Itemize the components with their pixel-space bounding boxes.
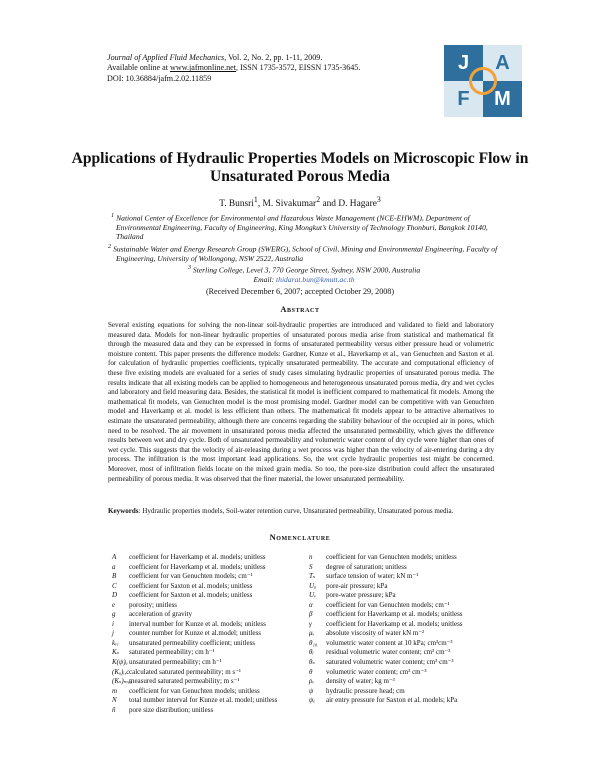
nomenclature-symbol: D (112, 591, 118, 600)
nomenclature-heading: Nomenclature (269, 533, 331, 542)
nomenclature-definition: saturated permeability; cm h⁻¹ (129, 648, 215, 657)
nomenclature-symbol: (Kᵤ)ᵢ,c (112, 667, 130, 676)
nomenclature-entry (112, 582, 307, 592)
nomenclature-symbol: a (112, 562, 116, 571)
nomenclature-entry (309, 629, 514, 639)
nomenclature-entry (112, 629, 307, 639)
nomenclature-definition: coefficient for Haverkamp et al. models; unitless (326, 619, 463, 628)
nomenclature-symbol: γ (309, 619, 312, 628)
nomenclature-entry (112, 553, 307, 563)
nomenclature-definition: coefficient for Saxton et al. models; unitless (129, 581, 253, 590)
nomenclature-entry (309, 582, 514, 592)
nomenclature-symbol: Uₐ (309, 581, 317, 590)
affiliation (108, 211, 500, 242)
nomenclature-entry (309, 553, 514, 563)
logo-letter-f: F (444, 81, 483, 117)
nomenclature-symbol: A (112, 553, 117, 561)
nomenclature-definition: volumetric water content at 10 kPa; cm³cm⁻³ (326, 638, 453, 647)
affiliation-sup: 1 (111, 212, 115, 219)
abstract-body: Several existing equations for solving the non-linear soil-hydraulic properties are introduced and validated to field and laboratory measured data. Models for non-linear hydraulic properties of unsaturated porous media arise from statistical and mathematical fit through the measured data and they can be expressed in forms of unsaturated permeability versus either pressure head or volumetric moisture content. This paper presents the difference models: Gardner, Kunze et al., Haverkamp et al., van Genuchten and Saxton et al. for calculation of hydraulic properties coefficients, typically unsaturated permeability. The accurate and computational efficiency of these five existing models are evaluated for a series of study cases simulating hydraulic properties of unsaturated porous media. The results indicate that all existing models can be applied to homogeneous and heterogeneous unsaturated porous media, dry and wet cycles and laboratory and field measuring data. Besides, the statistical fit model is inefficient compared to mathematical fit models. Among the mathematical fit models, van Genuchten model is the most promising model. Gardner model can be competitive with van Genuchten model and Haverkamp et al. model is less efficient than others. The mathematical fit models appear to be attractive alternatives to estimate the unsaturated permeability, although there are concerns regarding the stability behaviour of the occupied air in pores, which need to be resolved. The air movement in unsaturated porous media affected the unsaturated permeability, which gives the difference results between wet and dry cycle. Both of unsaturated permeability and volumetric water content of dry cycle were higher than ones of wet cycle. This suggests that the velocity of air-releasing during a wet process was higher than the velocity of air-entering during a dry process. The infiltration is the most important lead applications. So, the wet cycle hydraulic properties test might be concerned. Moreover, most of infiltration fields locate on the mixed grain media. So too, the pore-size distribution could affect the unsaturated permeability of porous media. It was observed that the finer material, the lower unsaturated permeability. (108, 321, 494, 483)
paper-title: Applications of Hydraulic Properties Models on Microscopic Flow in Unsaturated Porous Media (71, 150, 529, 185)
nomenclature-symbol: j (112, 629, 114, 638)
nomenclature-symbol: Tₛ (309, 572, 316, 581)
nomenclature-definition: counter number for Kunze et al.model; unitless (129, 629, 261, 638)
email-label: Email: (253, 275, 277, 285)
nomenclature-entry (112, 610, 307, 620)
nomenclature-definition: residual volumetric water content; cm³ cm⁻³ (326, 648, 451, 657)
keywords-text: : Hydraulic properties models, Soil-water retention curve, Unsaturated permeability, Unsaturated porous media. (138, 507, 454, 515)
nomenclature-entry (112, 677, 307, 687)
logo-letter-j: J (444, 45, 483, 81)
nomenclature-symbol: θᵣ (309, 648, 315, 657)
nomenclature-left-column (112, 553, 307, 715)
author-name: M. Sivakumar (262, 199, 317, 210)
journal-availability-line (107, 63, 360, 73)
nomenclature-definition: unsaturated permeability coefficient; unitless (129, 638, 256, 647)
affiliations (108, 211, 500, 284)
nomenclature-entry (309, 658, 514, 668)
nomenclature-symbol: n (309, 553, 313, 561)
nomenclature-definition: coefficient for van Genuchten models; cm⁻¹ (129, 572, 253, 581)
author-sup: 2 (316, 195, 321, 204)
nomenclature-entry (309, 572, 514, 582)
nomenclature-entry (309, 687, 514, 697)
author-separator: , (257, 199, 263, 210)
nomenclature-entry (309, 668, 514, 678)
journal-issn: , ISSN 1735-3572, EISSN 1735-3645. (236, 63, 361, 73)
journal-website-link[interactable]: www.jafmonline.net (170, 63, 237, 73)
nomenclature-symbol: B (112, 572, 117, 581)
keywords-label: Keywords (108, 507, 139, 515)
nomenclature-definition: acceleration of gravity (129, 610, 192, 619)
nomenclature-symbol: β (309, 610, 313, 619)
abstract-heading: Abstract (280, 305, 320, 314)
nomenclature-symbol: g (112, 610, 116, 619)
nomenclature-definition: coefficient for Haverkamp et al. models; unitless (129, 553, 266, 561)
nomenclature-definition: unsaturated permeability; cm h⁻¹ (129, 658, 222, 667)
email-line (108, 275, 500, 284)
nomenclature-symbol: N (112, 696, 117, 705)
nomenclature-entry (309, 639, 514, 649)
nomenclature-symbol: ρᵥ (309, 677, 315, 686)
nomenclature-definition: coefficient for Haverkamp et al. models; unitless (326, 610, 463, 619)
nomenclature-definition: volumetric water content; cm³ cm⁻³ (326, 667, 427, 676)
nomenclature-symbol: e (112, 600, 116, 609)
nomenclature-symbol: α (309, 600, 313, 609)
nomenclature-definition: degree of saturation; unitless (326, 562, 407, 571)
nomenclature-symbol: ψₑ (309, 696, 316, 705)
nomenclature-symbol: K(ψ)ᵤ (112, 658, 128, 667)
affiliation-text: National Center of Excellence for Environmental and Hazardous Waste Management (NCE-EHWM), Department of Environmental Engineering, Faculty of Engineering, King Mongkut’s University of Technology Thonburi, Bangkok 10140, Thailand (116, 213, 488, 242)
nomenclature-symbol: i (112, 619, 114, 628)
nomenclature-definition: coefficient for van Genuchten models; unitless (129, 686, 260, 695)
nomenclature-definition: pore size distribution; unitless (129, 705, 214, 714)
nomenclature-entry (112, 639, 307, 649)
author-sup: 3 (376, 195, 381, 204)
keywords (108, 507, 494, 517)
journal-doi: DOI: 10.36884/jafm.2.02.11859 (107, 73, 212, 83)
received-dates: (Received December 6, 2007; accepted October 29, 2008) (205, 287, 395, 296)
logo-ring (469, 67, 497, 95)
nomenclature-definition: absolute viscosity of water kN m⁻² (326, 629, 425, 638)
nomenclature-definition: pore-air pressure; kPa (326, 581, 388, 590)
nomenclature-definition: measured saturated permeability; m s⁻¹ (129, 677, 240, 686)
nomenclature-entry (309, 610, 514, 620)
nomenclature-definition: porosity; unitless (129, 600, 178, 609)
journal-citation-line (107, 53, 360, 63)
author-sup: 1 (253, 195, 258, 204)
nomenclature-symbol: ψ (309, 686, 314, 695)
nomenclature-entry (112, 620, 307, 630)
author-name: D. Hagare (338, 199, 377, 210)
nomenclature-definition: interval number for Kunze et al. models; unitless (129, 619, 266, 628)
nomenclature-entry (309, 601, 514, 611)
nomenclature-definition: saturated volumetric water content; cm³ cm⁻³ (326, 658, 454, 667)
nomenclature-symbol: ñ (112, 705, 116, 714)
nomenclature-entry (309, 696, 514, 706)
nomenclature-entry (112, 601, 307, 611)
affiliation (108, 242, 500, 263)
nomenclature-entry (309, 620, 514, 630)
nomenclature-symbol: C (112, 581, 117, 590)
affiliation-sup: 3 (187, 264, 191, 272)
nomenclature-definition: calculated saturated permeability; m s⁻¹ (129, 667, 241, 676)
nomenclature-right-column (309, 553, 514, 706)
author-list (60, 195, 540, 209)
nomenclature-entry (309, 648, 514, 658)
nomenclature-entry (112, 658, 307, 668)
nomenclature-entry (112, 572, 307, 582)
nomenclature-definition: hydraulic pressure head; cm (326, 686, 405, 695)
journal-header (107, 53, 360, 84)
logo-letter-m: M (483, 81, 522, 117)
logo-letter-a: A (483, 45, 522, 81)
nomenclature-symbol: μᵥ (309, 629, 315, 638)
nomenclature-definition: pore-water pressure; kPa (326, 591, 396, 600)
journal-citation: , Vol. 2, No. 2, pp. 1-11, 2009. (224, 53, 323, 62)
nomenclature-symbol: θ (309, 667, 313, 676)
affiliation-text: Sustainable Water and Energy Research Group (SWERG), School of Civil, Mining and Environmental Engineering, Faculty of Engineering, University of Wollongong, NSW 2522, Australia (113, 244, 498, 263)
nomenclature-definition: total number interval for Kunze et al. model; unitless (129, 696, 278, 705)
nomenclature-symbol: m (112, 686, 118, 695)
nomenclature-entry (112, 668, 307, 678)
journal-logo (444, 45, 522, 117)
nomenclature-entry (112, 563, 307, 573)
nomenclature-entry (112, 648, 307, 658)
nomenclature-definition: coefficient for van Genuchten models; cm⁻¹ (326, 600, 450, 609)
nomenclature-definition: coefficient for Haverkamp et al. models; unitless (129, 562, 266, 571)
nomenclature-symbol: kᵣₑ (112, 638, 119, 647)
availability-prefix: Available online at (107, 63, 171, 73)
nomenclature-entry (309, 591, 514, 601)
nomenclature-symbol: θ₁₀ (309, 638, 318, 647)
nomenclature-symbol: (Kₛ)ₘₑₐ (112, 677, 132, 686)
nomenclature-entry (112, 706, 307, 716)
affiliation-sup: 2 (108, 242, 112, 250)
nomenclature-symbol: S (309, 562, 313, 571)
nomenclature-entry (309, 563, 514, 573)
nomenclature-definition: surface tension of water; kN m⁻¹ (326, 572, 419, 581)
journal-name: Journal of Applied Fluid Mechanics (107, 53, 225, 62)
author-separator: and (320, 199, 339, 210)
nomenclature-definition: density of water; kg m⁻³ (326, 677, 395, 686)
nomenclature-symbol: θₛ (309, 658, 315, 667)
nomenclature-symbol: Uᵥ (309, 591, 317, 600)
nomenclature-definition: coefficient for Saxton et al. models; unitless (129, 591, 253, 600)
nomenclature-definition: coefficient for van Genuchten models; unitless (326, 553, 457, 561)
nomenclature-definition: air entry pressure for Saxton et al. models; kPa (326, 696, 458, 705)
nomenclature-entry (112, 591, 307, 601)
email-link[interactable]: thidarat.bun@kmutt.ac.th (276, 275, 355, 285)
nomenclature-entry (112, 687, 307, 697)
nomenclature-entry (309, 677, 514, 687)
nomenclature-symbol: Kₛ (112, 648, 120, 657)
affiliation-text: Sterling College, Level 3, 770 George Street, Sydney, NSW 2000, Australia (192, 265, 421, 275)
affiliation (108, 263, 500, 275)
author-name: T. Bunsri (219, 199, 254, 210)
nomenclature-entry (112, 696, 307, 706)
